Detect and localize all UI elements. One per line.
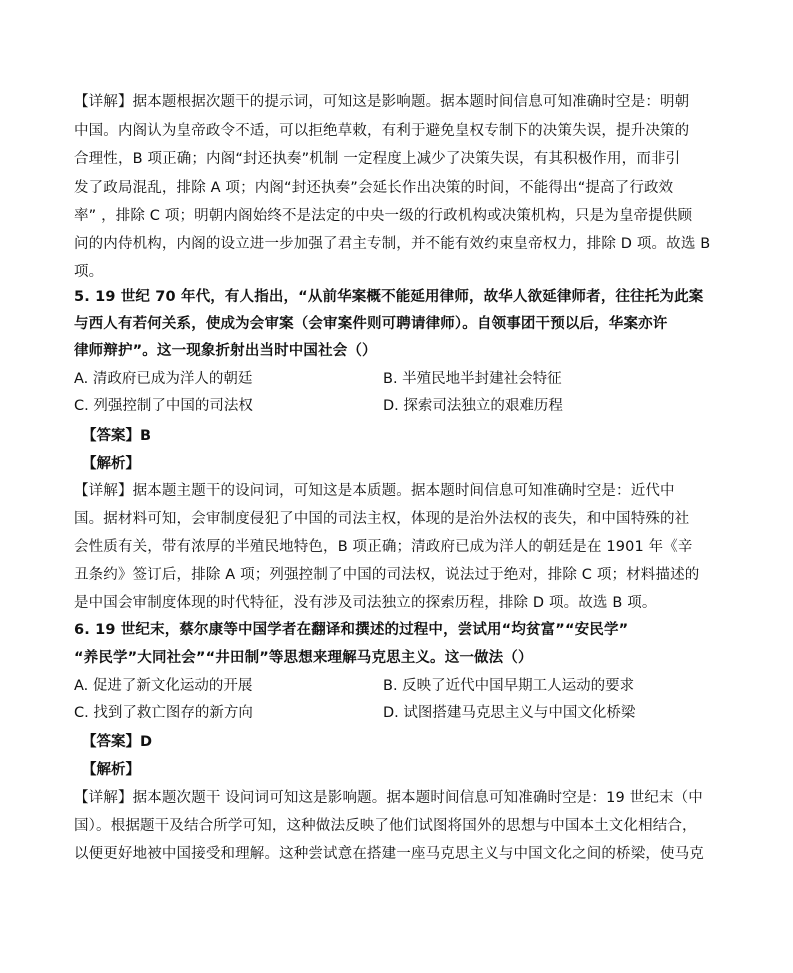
detail-line: 合理性，B 项正确；内阁“封还执奏”机制 一定程度上减少了决策失误，有其积极作用，而非引	[74, 151, 681, 167]
q5-detail-line: 国。据材料可知，会审制度侵犯了中国的司法主权，体现的是治外法权的丧失，和中国特殊的社	[74, 511, 690, 527]
q6-analysis-title: 【解析】	[82, 762, 140, 778]
q5-detail-line: 是中国会审制度体现的时代特征，没有涉及司法独立的探索历程，排除 D 项。故选 B 项。	[74, 595, 657, 611]
q6-option-d: D. 试图搭建马克思主义与中国文化桥梁	[383, 705, 636, 721]
question-6-stem: “养民学”大同社会”“井田制”等思想来理解马克思主义。这一做法（）	[74, 650, 533, 666]
q6-option-c: C. 找到了救亡图存的新方向	[74, 705, 253, 721]
q5-detail-line: 会性质有关，带有浓厚的半殖民地特色，B 项正确；清政府已成为洋人的朝廷是在 1901 年《辛	[74, 539, 693, 555]
q6-option-b: B. 反映了近代中国早期工人运动的要求	[383, 678, 635, 694]
q6-answer: 【答案】D	[82, 734, 153, 750]
q5-answer: 【答案】B	[82, 428, 152, 444]
detail-line: 项。	[74, 264, 104, 280]
q5-detail-line: 【详解】据本题主题干的设问词，可知这是本质题。据本题时间信息可知准确时空是：近代中	[74, 483, 675, 499]
question-6-stem: 6. 19 世纪末，蔡尔康等中国学者在翻译和撰述的过程中，尝试用“均贫富”“安民学”	[74, 622, 629, 638]
detail-line: 发了政局混乱，排除 A 项；内阁“封还执奏”会延长作出决策的时间，不能得出“提高了行政效	[74, 180, 674, 196]
q5-option-b: B. 半殖民地半封建社会特征	[383, 371, 562, 387]
q5-analysis-title: 【解析】	[82, 456, 140, 472]
q6-detail-line: 国）。根据题干及结合所学可知，这种做法反映了他们试图将国外的思想与中国本土文化相结合，	[74, 818, 697, 834]
question-5-stem: 律师辩护”。这一现象折射出当时中国社会（）	[74, 343, 377, 359]
q5-option-a: A. 清政府已成为洋人的朝廷	[74, 371, 253, 387]
detail-line: 【详解】据本题根据次题干的提示词，可知这是影响题。据本题时间信息可知准确时空是：明朝	[74, 94, 690, 110]
detail-line: 问的内侍机构，内阁的设立进一步加强了君主专制，并不能有效约束皇帝权力，排除 D 项。故选 B	[74, 236, 711, 252]
detail-line: 中国。内阁认为皇帝政令不适，可以拒绝草敕，有利于避免皇权专制下的决策失误，提升决策的	[74, 123, 690, 139]
q5-option-d: D. 探索司法独立的艰难历程	[383, 398, 563, 414]
q6-option-a: A. 促进了新文化运动的开展	[74, 678, 253, 694]
q5-detail-line: 丑条约》签订后，排除 A 项；列强控制了中国的司法权，说法过于绝对，排除 C 项；材料描述的	[74, 567, 700, 583]
q5-option-c: C. 列强控制了中国的司法权	[74, 398, 253, 414]
question-5-stem: 5. 19 世纪 70 年代，有人指出，“从前华案概不能延用律师，故华人欲延律师者，往往托为此案	[74, 289, 704, 305]
q6-detail-line: 以便更好地被中国接受和理解。这种尝试意在搭建一座马克思主义与中国文化之间的桥梁，使马克	[74, 846, 704, 862]
q6-detail-line: 【详解】据本题次题干 设问词可知这是影响题。据本题时间信息可知准确时空是：19 世纪末（中	[74, 790, 703, 806]
detail-line: 率” ，排除 C 项；明朝内阁始终不是法定的中央一级的行政机构或决策机构，只是为皇帝提供顾	[74, 208, 693, 224]
question-5-stem: 与西人有若何关系，使成为会审案（会审案件则可聘请律师）。自领事团干预以后，华案亦许	[74, 316, 668, 332]
